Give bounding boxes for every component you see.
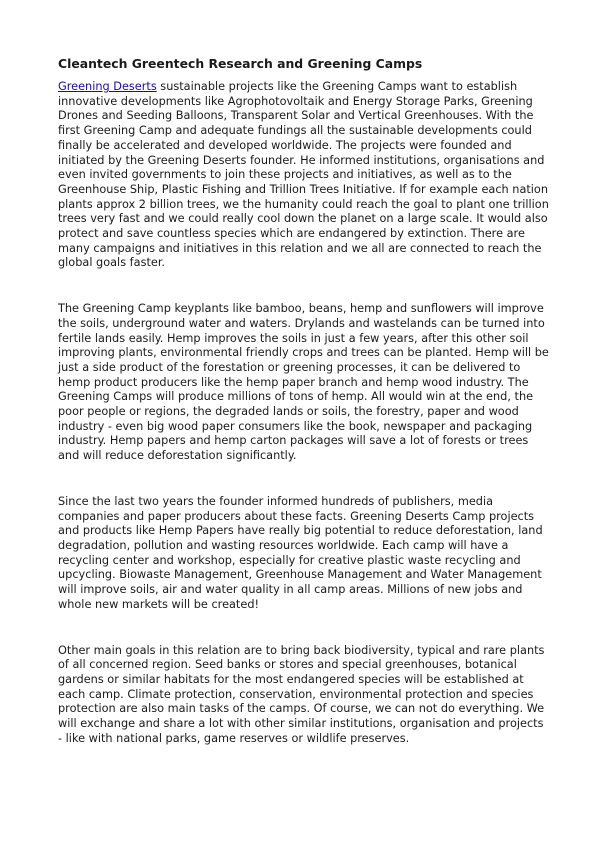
page-title: Cleantech Greentech Research and Greening Camps	[58, 56, 423, 71]
paragraph-3: Since the last two years the founder informed hundreds of publishers, media companies and paper producers about these facts. Greening Deserts Camp projects and products like Hemp Papers have really big potential to reduce deforestation, land degradation, pollution and wasting resources worldwide. Each camp will have a recycling center and workshop, especially for creative plastic waste recycling and upcycling. Biowaste Management, Greenhouse Management and Water Management will improve soils, air and water quality in all camp areas. Millions of new jobs and whole new markets will be created!	[58, 494, 543, 611]
paragraph-2: The Greening Camp keyplants like bamboo, beans, hemp and sunflowers will improve the soils, underground water and waters. Drylands and wastelands can be turned into fertile lands easily. Hemp improves the soils in just a few years, after this other soil improving plants, environmental friendly crops and trees can be planted. Hemp will be just a side product of the forestation or greening processes, it can be delivered to hemp product producers like the hemp paper branch and hemp wood industry. The Greening Camps will produce millions of tons of hemp. All would win at the end, the poor people or regions, the degraded lands or soils, the forestry, paper and wood industry - even big wood paper consumers like the book, newspaper and packaging industry. Hemp papers and hemp carton packages will save a lot of forests or trees and will reduce deforestation significantly.	[58, 302, 549, 463]
paragraph-4: Other main goals in this relation are to bring back biodiversity, typical and rare plants of all concerned region. Seed banks or stores and special greenhouses, botanical gardens or similar habitats for the most endangered species will be established at each camp. Climate protection, conservation, environmental protection and species protection are also main tasks of the camps. Of course, we can not do everything. We will exchange and share a lot with other similar institutions, organisation and projects - like with national parks, game reserves or wildlife preserves.	[58, 643, 545, 745]
paragraph-1	[58, 80, 550, 271]
document-page	[58, 56, 550, 746]
greening-deserts-link[interactable]: Greening Deserts	[58, 80, 157, 93]
paragraph-1-text: sustainable projects like the Greening Camps want to establish innovative developments like Agrophotovoltaik and Energy Storage Parks, Greening Drones and Seeding Balloons, Transparent Solar and Vertical Greenhouses. With the first Greening Camp and adequate fundings all the sustainable developments could finally be accelerated and developed worldwide. The projects were founded and initiated by the Greening Deserts founder. He informed institutions, organisations and even invited governments to join these projects and initiatives, as well as to the Greenhouse Ship, Plastic Fishing and Trillion Trees Initiative. If for example each nation plants approx 2 billion trees, we the humanity could reach the goal to plant one trillion trees very fast and we could really cool down the planet on a large scale. It would also protect and save countless species which are endangered by extinction. There are many campaigns and initiatives in this relation and we all are connected to reach the global goals faster.	[58, 80, 549, 270]
